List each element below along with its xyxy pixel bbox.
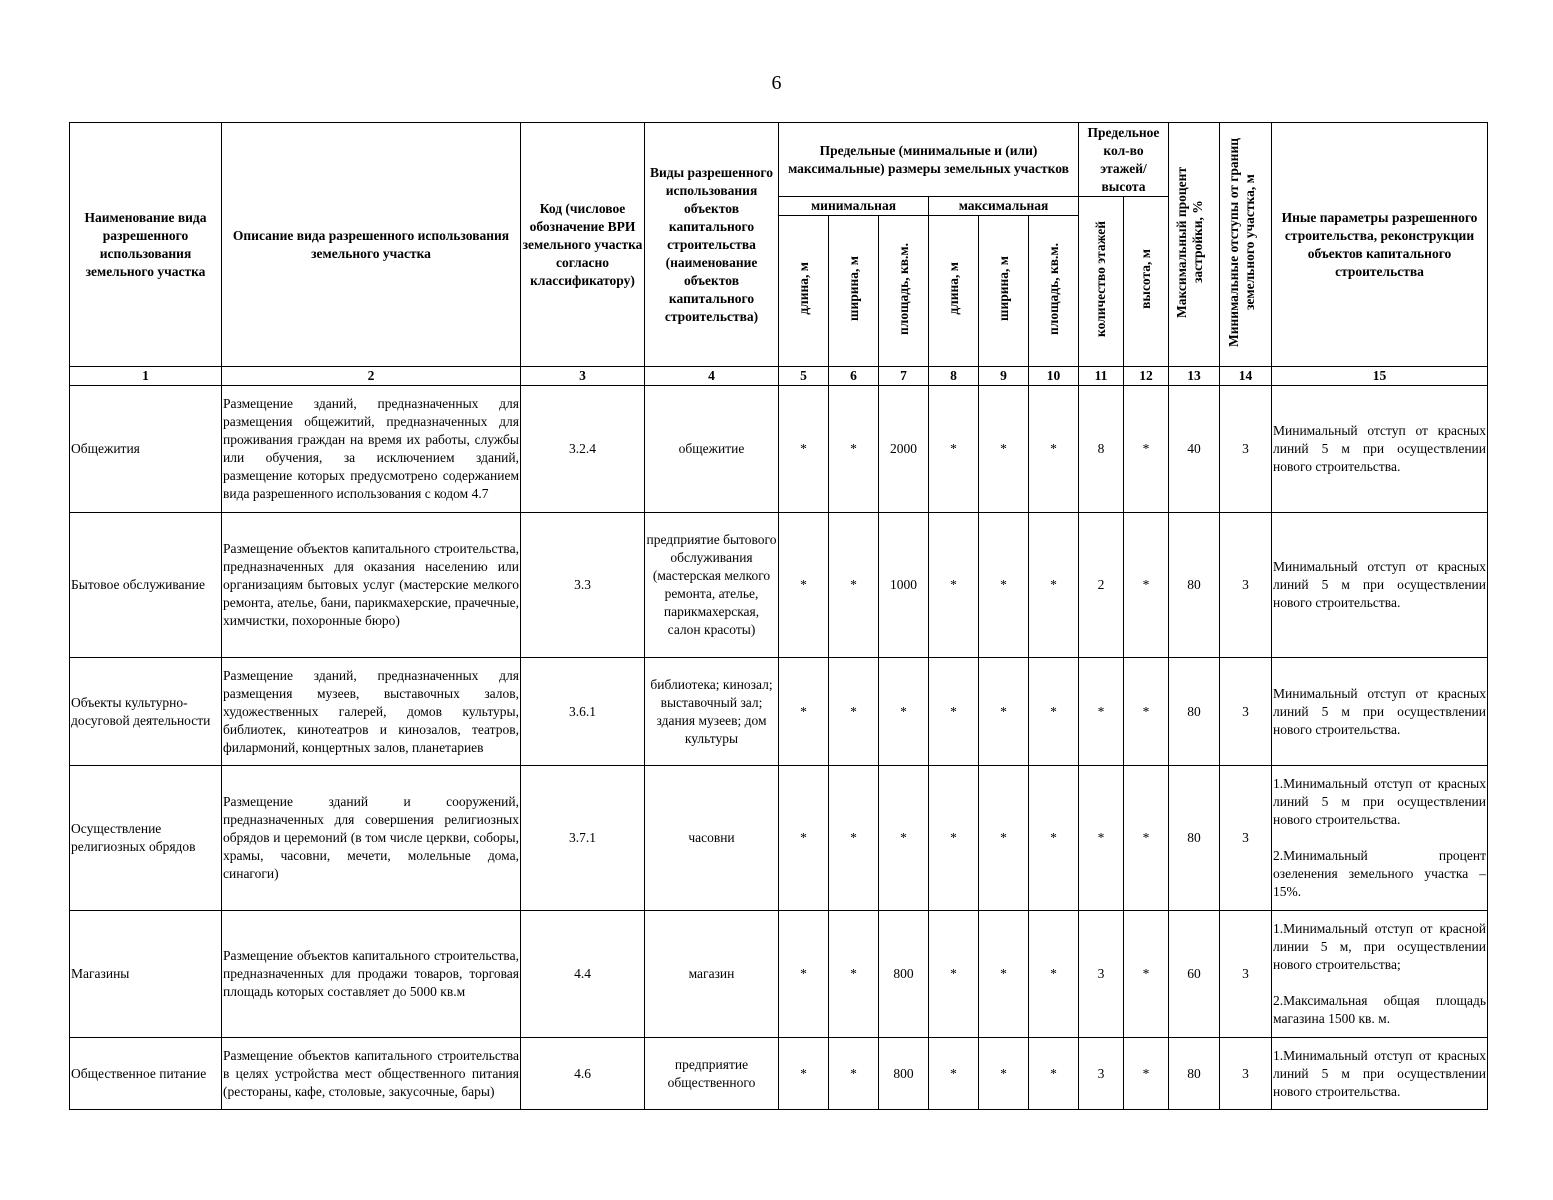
min-width: * (829, 513, 879, 658)
min-area: 2000 (879, 386, 929, 513)
column-number-row (70, 367, 1488, 386)
column-number: 4 (645, 367, 779, 386)
use-name: Общежития (70, 386, 222, 513)
min-width: * (829, 766, 879, 911)
column-number: 1 (70, 367, 222, 386)
other-param: 1.Минимальный отступ от красной линии 5 м, при осуществлении нового строительства; (1273, 921, 1486, 972)
max-width: * (979, 911, 1029, 1038)
max-width: * (979, 513, 1029, 658)
header-name: Наименование вида разрешенного использования земельного участка (70, 123, 222, 367)
column-number: 6 (829, 367, 879, 386)
min-width: * (829, 1038, 879, 1110)
max-length: * (929, 911, 979, 1038)
max-width: * (979, 766, 1029, 911)
column-number: 2 (222, 367, 521, 386)
column-number: 12 (1124, 367, 1169, 386)
height: * (1124, 386, 1169, 513)
build-percent: 80 (1169, 1038, 1220, 1110)
table-row (70, 658, 1488, 766)
other-params (1272, 513, 1488, 658)
header-min-setback: Минимальные отступы от границ земельного участка, м (1220, 123, 1272, 367)
min-area: 800 (879, 911, 929, 1038)
use-objects: часовни (645, 766, 779, 911)
header-other-params: Иные параметры разрешенного строительства, реконструкции объектов капитального строительства (1272, 123, 1488, 367)
use-code: 4.6 (521, 1038, 645, 1110)
header-objects: Виды разрешенного использования объектов капитального строительства (наименование объектов капитального строительства) (645, 123, 779, 367)
column-number: 15 (1272, 367, 1488, 386)
max-width: * (979, 1038, 1029, 1110)
other-params (1272, 911, 1488, 1038)
min-area: * (879, 766, 929, 911)
table-row (70, 386, 1488, 513)
min-area: 800 (879, 1038, 929, 1110)
use-name: Магазины (70, 911, 222, 1038)
use-description: Размещение зданий и сооружений, предназначенных для совершения религиозных обрядов и церемоний (в том числе церкви, соборы, храмы, часовни, мечети, молельные дома, синагоги) (222, 766, 521, 911)
min-area: 1000 (879, 513, 929, 658)
land-use-table (69, 122, 1488, 1110)
setback: 3 (1220, 386, 1272, 513)
height: * (1124, 911, 1169, 1038)
max-area: * (1029, 1038, 1079, 1110)
max-length: * (929, 1038, 979, 1110)
use-code: 4.4 (521, 911, 645, 1038)
min-width: * (829, 386, 879, 513)
column-number: 8 (929, 367, 979, 386)
height: * (1124, 1038, 1169, 1110)
max-area: * (1029, 513, 1079, 658)
use-objects: предприятие общественного (645, 1038, 779, 1110)
table-row (70, 766, 1488, 911)
header-description: Описание вида разрешенного использования земельного участка (222, 123, 521, 367)
column-number: 7 (879, 367, 929, 386)
use-name: Общественное питание (70, 1038, 222, 1110)
floors: 2 (1079, 513, 1124, 658)
floors: 8 (1079, 386, 1124, 513)
header-min-length: длина, м (779, 216, 829, 367)
min-length: * (779, 911, 829, 1038)
header-min-width: ширина, м (829, 216, 879, 367)
max-length: * (929, 658, 979, 766)
column-number: 5 (779, 367, 829, 386)
column-number: 13 (1169, 367, 1220, 386)
use-description: Размещение зданий, предназначенных для размещения музеев, выставочных залов, художественных галерей, домов культуры, библиотек, кинотеатров и кинозалов, театров, филармоний, концертных залов, планетариев (222, 658, 521, 766)
other-param: 1.Минимальный отступ от красных линий 5 м при осуществлении нового строительства. (1273, 776, 1486, 827)
column-number: 11 (1079, 367, 1124, 386)
min-width: * (829, 911, 879, 1038)
other-param: 2.Минимальный процент озеленения земельного участка – 15%. (1273, 848, 1486, 899)
column-number: 10 (1029, 367, 1079, 386)
use-description: Размещение объектов капитального строительства в целях устройства мест общественного питания (рестораны, кафе, столовые, закусочные, бары) (222, 1038, 521, 1110)
setback: 3 (1220, 766, 1272, 911)
other-params (1272, 1038, 1488, 1110)
setback: 3 (1220, 658, 1272, 766)
use-code: 3.3 (521, 513, 645, 658)
max-width: * (979, 386, 1029, 513)
max-width: * (979, 658, 1029, 766)
table-row (70, 911, 1488, 1038)
min-length: * (779, 386, 829, 513)
use-description: Размещение зданий, предназначенных для размещения общежитий, предназначенных для проживания граждан на время их работы, службы или обучения, за исключением зданий, размещение которых предусмотрено содержанием вида разрешенного использования с кодом 4.7 (222, 386, 521, 513)
height: * (1124, 513, 1169, 658)
page-number: 6 (771, 72, 782, 94)
use-name: Объекты культурно-досуговой деятельности (70, 658, 222, 766)
floors: * (1079, 766, 1124, 911)
build-percent: 60 (1169, 911, 1220, 1038)
use-objects: общежитие (645, 386, 779, 513)
min-area: * (879, 658, 929, 766)
build-percent: 80 (1169, 658, 1220, 766)
build-percent: 80 (1169, 766, 1220, 911)
setback: 3 (1220, 911, 1272, 1038)
header-max-area: площадь, кв.м. (1029, 216, 1079, 367)
other-param: 2.Максимальная общая площадь магазина 1500 кв. м. (1273, 993, 1486, 1026)
header-max-length: длина, м (929, 216, 979, 367)
other-param: Минимальный отступ от красных линий 5 м при осуществлении нового строительства. (1273, 423, 1486, 474)
use-objects: предприятие бытового обслуживания (мастерская мелкого ремонта, ателье, парикмахерская, салон красоты) (645, 513, 779, 658)
header-min-group: минимальная (779, 197, 929, 216)
max-length: * (929, 386, 979, 513)
header-floors-group: Предельное кол-во этажей/ высота (1079, 123, 1169, 197)
max-area: * (1029, 911, 1079, 1038)
header-max-group: максимальная (929, 197, 1079, 216)
max-area: * (1029, 386, 1079, 513)
setback: 3 (1220, 1038, 1272, 1110)
header-sizes-group: Предельные (минимальные и (или) максимальные) размеры земельных участков (779, 123, 1079, 197)
build-percent: 40 (1169, 386, 1220, 513)
floors: 3 (1079, 911, 1124, 1038)
setback: 3 (1220, 513, 1272, 658)
use-name: Осуществление религиозных обрядов (70, 766, 222, 911)
header-code: Код (числовое обозначение ВРИ земельного участка согласно классификатору) (521, 123, 645, 367)
column-number: 14 (1220, 367, 1272, 386)
use-objects: магазин (645, 911, 779, 1038)
use-objects: библиотека; кинозал; выставочный зал; здания музеев; дом культуры (645, 658, 779, 766)
header-height: высота, м (1124, 197, 1169, 367)
header-max-width: ширина, м (979, 216, 1029, 367)
use-description: Размещение объектов капитального строительства, предназначенных для оказания населению или организациям бытовых услуг (мастерские мелкого ремонта, ателье, бани, парикмахерские, прачечные, химчистки, похоронные бюро) (222, 513, 521, 658)
table-row (70, 513, 1488, 658)
floors: 3 (1079, 1038, 1124, 1110)
min-length: * (779, 1038, 829, 1110)
height: * (1124, 766, 1169, 911)
other-params (1272, 766, 1488, 911)
min-length: * (779, 513, 829, 658)
height: * (1124, 658, 1169, 766)
max-area: * (1029, 658, 1079, 766)
use-code: 3.6.1 (521, 658, 645, 766)
header-floors-count: количество этажей (1079, 197, 1124, 367)
min-length: * (779, 658, 829, 766)
other-param: Минимальный отступ от красных линий 5 м при осуществлении нового строительства. (1273, 685, 1486, 737)
floors: * (1079, 658, 1124, 766)
other-params (1272, 386, 1488, 513)
use-name: Бытовое обслуживание (70, 513, 222, 658)
max-area: * (1029, 766, 1079, 911)
build-percent: 80 (1169, 513, 1220, 658)
table-row (70, 1038, 1488, 1110)
column-number: 3 (521, 367, 645, 386)
other-params (1272, 658, 1488, 766)
use-code: 3.7.1 (521, 766, 645, 911)
other-param: 1.Минимальный отступ от красных линий 5 м при осуществлении нового строительства. (1273, 1047, 1486, 1099)
max-length: * (929, 766, 979, 911)
use-code: 3.2.4 (521, 386, 645, 513)
header-max-percent: Максимальный процент застройки, % (1169, 123, 1220, 367)
use-description: Размещение объектов капитального строительства, предназначенных для продажи товаров, торговая площадь которых составляет до 5000 кв.м (222, 911, 521, 1038)
other-param: Минимальный отступ от красных линий 5 м при осуществлении нового строительства. (1273, 559, 1486, 610)
max-length: * (929, 513, 979, 658)
header-min-area: площадь, кв.м. (879, 216, 929, 367)
min-length: * (779, 766, 829, 911)
column-number: 9 (979, 367, 1029, 386)
min-width: * (829, 658, 879, 766)
